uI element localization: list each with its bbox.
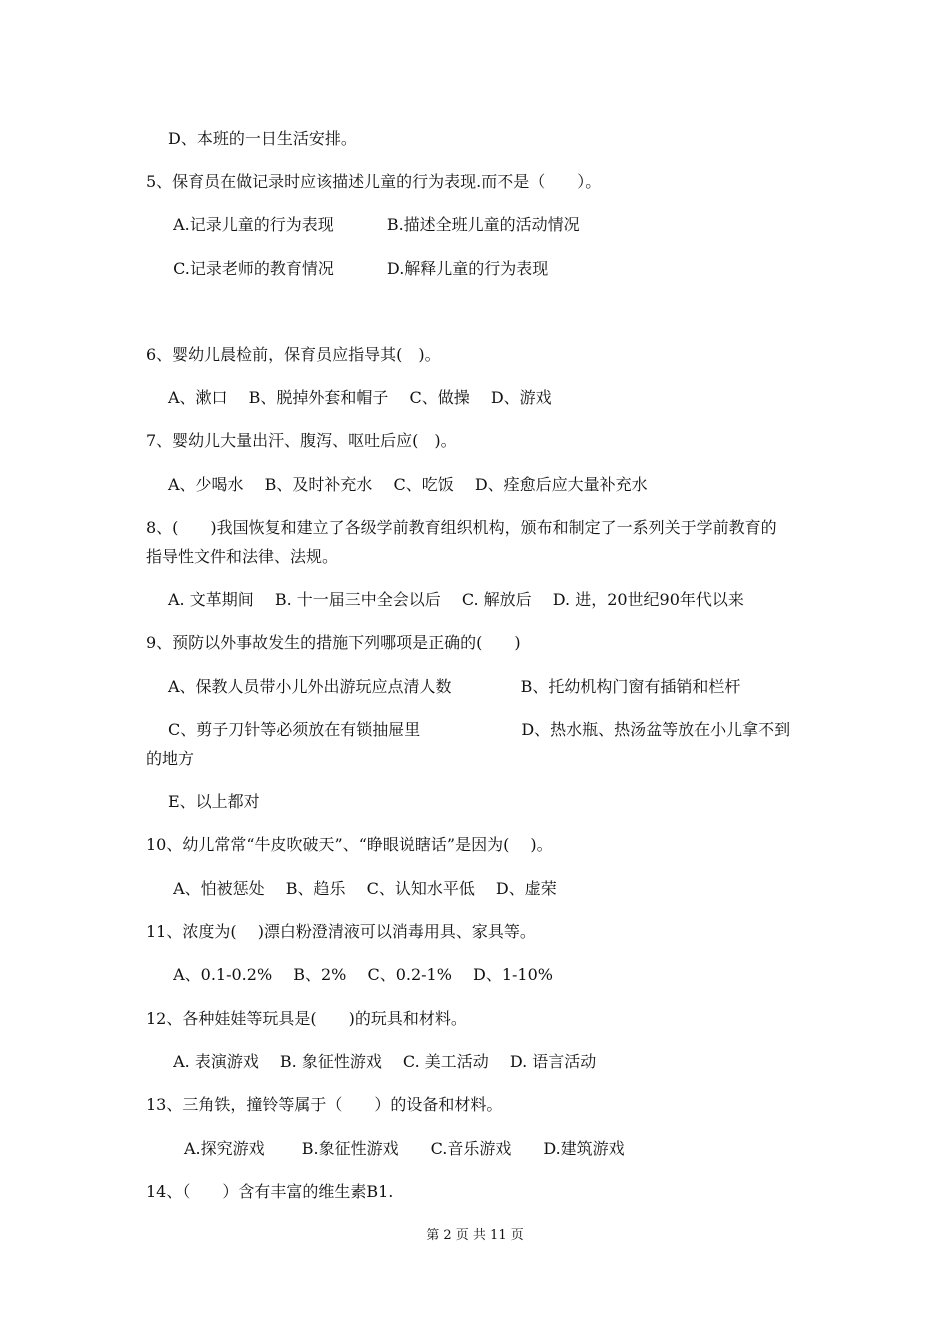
- option-line: A、0.1-0.2% B、2% C、0.2-1% D、1-10%: [168, 965, 553, 984]
- question-6: 6、婴幼儿晨检前，保育员应指导其( )。: [146, 345, 441, 364]
- question-8: 8、( )我国恢复和建立了各级学前教育组织机构，颁布和制定了一系列关于学前教育的: [146, 518, 777, 537]
- option-line: A、保教人员带小儿外出游玩应点清人数 B、托幼机构门窗有插销和栏杆: [168, 677, 741, 696]
- option-line: A、少喝水 B、及时补充水 C、吃饭 D、痊愈后应大量补充水: [168, 475, 648, 494]
- option-line: D、本班的一日生活安排。: [168, 129, 357, 148]
- option-line: A. 表演游戏 B. 象征性游戏 C. 美工活动 D. 语言活动: [168, 1052, 597, 1071]
- question-14: 14、（ ）含有丰富的维生素B1.: [146, 1182, 394, 1201]
- question-13: 13、三角铁，撞铃等属于（ ）的设备和材料。: [146, 1095, 503, 1114]
- question-5: 5、保育员在做记录时应该描述儿童的行为表现.而不是（ ）。: [146, 172, 602, 191]
- option-line: A、怕被惩处 B、趋乐 C、认知水平低 D、虚荣: [168, 879, 557, 898]
- page-footer: 第 2 页 共 11 页: [426, 1228, 524, 1243]
- question-12: 12、各种娃娃等玩具是( )的玩具和材料。: [146, 1009, 467, 1028]
- option-line: A.记录儿童的行为表现 B.描述全班儿童的活动情况: [168, 215, 580, 234]
- question-10: 10、幼儿常常“牛皮吹破天”、“睁眼说瞎话”是因为( )。: [146, 835, 553, 854]
- option-line-continued: 的地方: [146, 749, 195, 768]
- question-11: 11、浓度为( )漂白粉澄清液可以消毒用具、家具等。: [146, 922, 536, 941]
- question-9: 9、预防以外事故发生的措施下列哪项是正确的( ): [146, 633, 521, 652]
- option-line: C、剪子刀针等必须放在有锁抽屉里 D、热水瓶、热汤盆等放在小儿拿不到: [168, 720, 791, 739]
- option-line: A、漱口 B、脱掉外套和帽子 C、做操 D、游戏: [168, 388, 552, 407]
- option-line: C.记录老师的教育情况 D.解释儿童的行为表现: [168, 259, 549, 278]
- question-8-continued: 指导性文件和法律、法规。: [146, 547, 339, 566]
- question-7: 7、婴幼儿大量出汗、腹泻、呕吐后应( )。: [146, 431, 457, 450]
- option-line: A.探究游戏 B.象征性游戏 C.音乐游戏 D.建筑游戏: [168, 1139, 625, 1158]
- option-line: E、以上都对: [168, 792, 260, 811]
- option-line: A. 文革期间 B. 十一届三中全会以后 C. 解放后 D. 进，20世纪90年代以来: [168, 590, 744, 609]
